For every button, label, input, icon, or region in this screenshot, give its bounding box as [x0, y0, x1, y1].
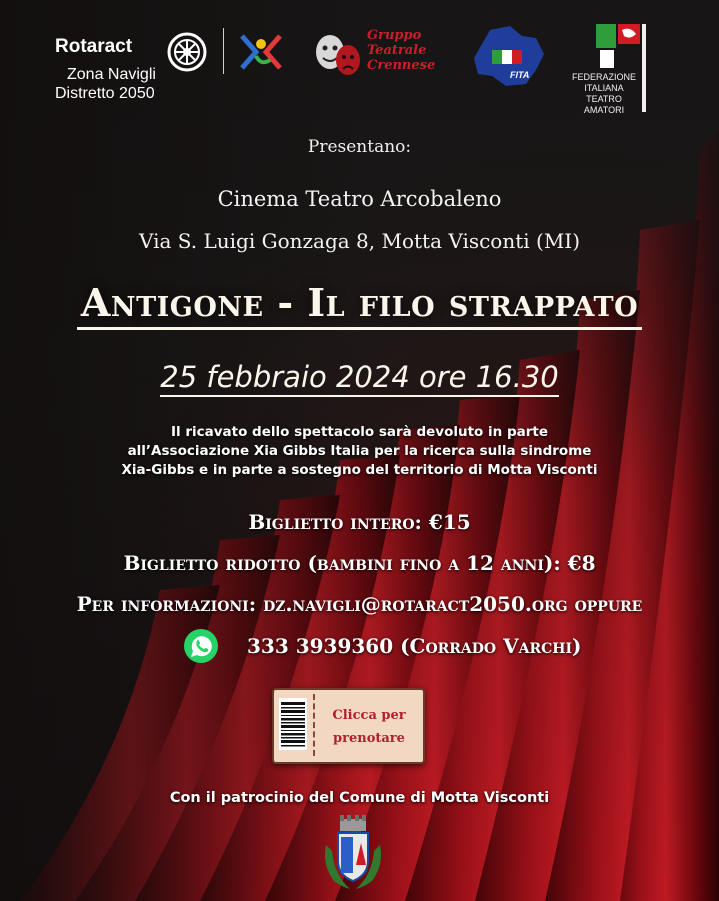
- gruppo-teatrale-logo: [312, 26, 442, 88]
- event-title: Antigone - Il filo strappato: [77, 280, 642, 330]
- comune-crest-icon: [320, 815, 386, 893]
- whatsapp-icon[interactable]: [183, 628, 219, 664]
- contact-phone-row: [183, 628, 603, 664]
- donation-text: [0, 423, 719, 480]
- fita-region-map-logo: [470, 24, 548, 90]
- gruppo-line-3: Crennese: [367, 58, 436, 73]
- fita-line-4: AMATORI: [583, 105, 625, 115]
- fita-line-1: FEDERAZIONE: [571, 72, 636, 82]
- event-date-wrap: [0, 360, 719, 394]
- ticket-reduced-price: Biglietto ridotto (bambini fino a 12 anni): €8: [123, 551, 596, 575]
- patronage-text: Con il patrocinio del Comune di Motta Visconti: [169, 790, 550, 806]
- rotaract-logo: [55, 32, 220, 102]
- donation-line-1: Il ricavato dello spettacolo sarà devoluto in parte: [170, 424, 549, 440]
- gruppo-line-1: Gruppo: [367, 28, 422, 43]
- donation-line-3: Xia-Gibbs e in parte a sostegno del territorio di Motta Visconti: [121, 462, 598, 478]
- contact-phone[interactable]: 333 3939360 (Corrado Varchi): [247, 634, 582, 658]
- contact-info-email[interactable]: Per informazioni: dz.navigli@rotaract2050.org oppure: [76, 592, 643, 616]
- book-button-line-2: prenotare: [333, 731, 405, 746]
- book-ticket-button[interactable]: [272, 688, 425, 764]
- intro-text: Presentano:: [307, 137, 412, 157]
- rotaract-zone: Zona Navigli: [67, 66, 156, 83]
- venue-name: Cinema Teatro Arcobaleno: [217, 187, 502, 211]
- rotaract-district: Distretto 2050: [55, 85, 155, 102]
- logo-divider: [223, 28, 224, 74]
- event-datetime: 25 febbraio 2024 ore 16.30: [160, 360, 558, 397]
- fita-line-2: ITALIANA: [584, 83, 624, 93]
- gruppo-line-2: Teatrale: [367, 43, 427, 58]
- fita-mark-icon: [596, 24, 642, 72]
- event-title-wrap: [0, 280, 719, 330]
- donation-line-2: all’Associazione Xia Gibbs Italia per la ricerca sulla sindrome: [127, 443, 592, 459]
- fita-line-3: TEATRO: [586, 94, 622, 104]
- theatre-masks-icon: [312, 26, 364, 86]
- rotaract-brand: Rotaract: [55, 36, 133, 57]
- ticket-full-price: Biglietto intero: €15: [248, 510, 471, 534]
- barcode-icon: [279, 698, 307, 750]
- xia-gibbs-logo: [236, 30, 286, 74]
- rotary-wheel-icon: [167, 32, 207, 72]
- venue-address: Via S. Luigi Gonzaga 8, Motta Visconti (MI): [139, 229, 580, 253]
- fita-short-label: FITA: [510, 70, 530, 80]
- book-button-line-1: Clicca per: [332, 708, 406, 723]
- fita-federation-logo: [566, 24, 650, 116]
